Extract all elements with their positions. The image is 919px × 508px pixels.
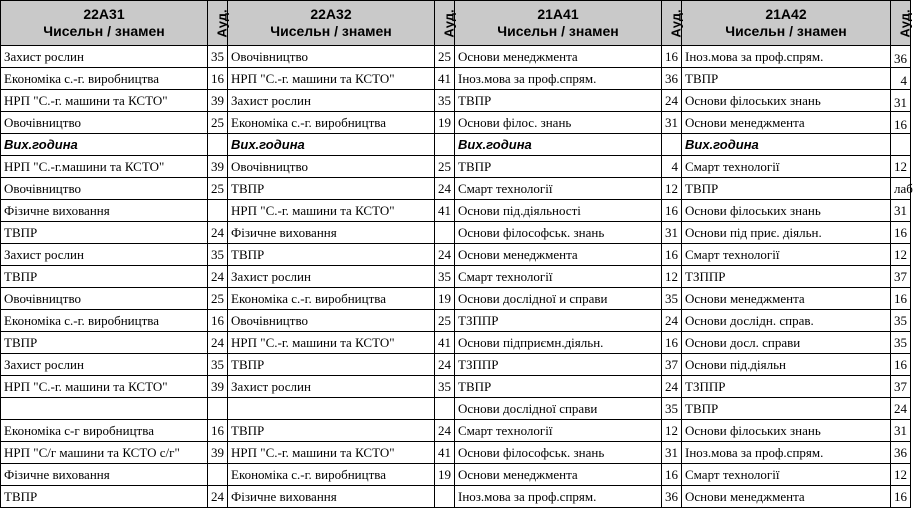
subject-cell: Захист рослин xyxy=(1,354,208,376)
room-cell: 31 xyxy=(662,442,682,464)
subject-cell: Овочівництво xyxy=(1,178,208,200)
lesson-row xyxy=(1,46,911,68)
room-cell: лаб xyxy=(891,178,911,200)
header-row xyxy=(1,1,911,46)
lesson-row xyxy=(1,112,911,134)
room-cell: 39 xyxy=(208,442,228,464)
subject-cell: ТВПР xyxy=(228,178,435,200)
subject-cell: ТВПР xyxy=(228,354,435,376)
subject-cell: Захист рослин xyxy=(1,244,208,266)
room-cell: 37 xyxy=(662,354,682,376)
subject-cell: Смарт технології xyxy=(455,420,662,442)
room-cell: 4 xyxy=(662,156,682,178)
subject-cell: Економіка с-г виробництва xyxy=(1,420,208,442)
room-cell: 31 xyxy=(662,112,682,134)
room-cell: 24 xyxy=(435,244,455,266)
room-cell: 12 xyxy=(662,420,682,442)
subject-cell: Фізичне виховання xyxy=(1,464,208,486)
subject-cell: Смарт технології xyxy=(682,464,891,486)
subject-cell: Основи дослідної и справи xyxy=(455,288,662,310)
subject-cell: Смарт технології xyxy=(455,266,662,288)
subject-cell: ТВПР xyxy=(1,486,208,508)
subject-cell: Основи дослідної справи xyxy=(455,398,662,420)
group-week-label: Чисельн / знамен xyxy=(43,23,165,39)
subject-cell: ТВПР xyxy=(682,68,891,90)
subject-cell: ТВПР xyxy=(682,398,891,420)
subject-cell: Фізичне виховання xyxy=(228,486,435,508)
subject-cell: Захист рослин xyxy=(228,90,435,112)
subject-cell: ТЗППР xyxy=(682,266,891,288)
subject-cell: Овочівництво xyxy=(1,112,208,134)
subject-cell: Фізичне виховання xyxy=(228,222,435,244)
room-cell: 16 xyxy=(662,46,682,68)
subject-cell: Овочівництво xyxy=(228,46,435,68)
room-cell: 16 xyxy=(662,200,682,222)
subject-cell: ТВПР xyxy=(455,376,662,398)
subject-cell: Основи дослідн. справ. xyxy=(682,310,891,332)
room-cell: 24 xyxy=(208,222,228,244)
subject-cell: Основи під приє. діяльн. xyxy=(682,222,891,244)
subject-cell: НРП "С.-г.машини та КСТО" xyxy=(1,156,208,178)
lesson-row xyxy=(1,398,911,420)
subject-cell: Основи менеджмента xyxy=(682,112,891,134)
room-cell: 16 xyxy=(208,68,228,90)
subject-cell: НРП "С.-г. машини та КСТО" xyxy=(228,200,435,222)
group-week-label: Чисельн / знамен xyxy=(497,23,619,39)
room-cell: 16 xyxy=(208,420,228,442)
subject-cell: НРП "С.-г. машини та КСТО" xyxy=(1,376,208,398)
room-cell: 24 xyxy=(435,354,455,376)
subject-cell xyxy=(1,398,208,420)
subject-cell: ТЗППР xyxy=(455,354,662,376)
room-cell xyxy=(891,134,911,156)
class-hour-row xyxy=(1,134,911,156)
subject-cell: ТЗППР xyxy=(682,376,891,398)
room-cell: 24 xyxy=(435,178,455,200)
room-cell: 41 xyxy=(435,200,455,222)
lesson-row xyxy=(1,376,911,398)
subject-cell: Основи підприємн.діяльн. xyxy=(455,332,662,354)
subject-cell: ТВПР xyxy=(1,266,208,288)
lesson-row xyxy=(1,354,911,376)
room-cell: 24 xyxy=(435,420,455,442)
subject-cell: Вих.година xyxy=(682,134,891,156)
room-cell xyxy=(208,398,228,420)
subject-cell: Захист рослин xyxy=(228,376,435,398)
room-cell: 19 xyxy=(435,288,455,310)
subject-cell: Основи філоських знань xyxy=(682,200,891,222)
lesson-row xyxy=(1,332,911,354)
room-cell: 24 xyxy=(662,90,682,112)
room-cell: 24 xyxy=(208,332,228,354)
subject-cell: Основи досл. справи xyxy=(682,332,891,354)
room-cell: 35 xyxy=(891,332,911,354)
subject-cell: Економіка с.-г. виробництва xyxy=(1,310,208,332)
room-cell xyxy=(208,200,228,222)
room-cell xyxy=(435,134,455,156)
room-cell: 25 xyxy=(435,156,455,178)
room-cell: 35 xyxy=(208,244,228,266)
lesson-row xyxy=(1,244,911,266)
room-cell: 41 xyxy=(435,442,455,464)
subject-cell: Смарт технології xyxy=(682,156,891,178)
group-code: 21А41 xyxy=(537,6,579,22)
room-cell: 16 xyxy=(891,112,911,134)
room-cell: 36 xyxy=(662,68,682,90)
room-cell xyxy=(435,486,455,508)
subject-cell: ТЗППР xyxy=(455,310,662,332)
subject-cell: Основи менеджмента xyxy=(682,288,891,310)
room-cell: 36 xyxy=(662,486,682,508)
room-cell: 19 xyxy=(435,464,455,486)
subject-cell: Овочівництво xyxy=(228,156,435,178)
subject-cell: Вих.година xyxy=(1,134,208,156)
room-cell: 35 xyxy=(435,266,455,288)
room-cell: 16 xyxy=(208,310,228,332)
room-cell: 25 xyxy=(435,46,455,68)
lesson-row xyxy=(1,156,911,178)
subject-cell: Основи менеджмента xyxy=(455,244,662,266)
lesson-row xyxy=(1,310,911,332)
room-cell: 24 xyxy=(208,266,228,288)
room-cell: 41 xyxy=(435,68,455,90)
subject-cell: НРП "С/г машини та КСТО с/г" xyxy=(1,442,208,464)
room-cell: 25 xyxy=(208,178,228,200)
group-header xyxy=(682,1,891,46)
room-cell: 35 xyxy=(662,288,682,310)
group-code: 22А31 xyxy=(83,6,125,22)
group-code: 21А42 xyxy=(765,6,807,22)
room-cell: 24 xyxy=(891,398,911,420)
subject-cell: Економіка с.-г. виробництва xyxy=(228,288,435,310)
room-cell: 24 xyxy=(662,376,682,398)
subject-cell: Вих.година xyxy=(455,134,662,156)
room-cell: 4 xyxy=(891,68,911,90)
lesson-row xyxy=(1,420,911,442)
room-cell: 36 xyxy=(891,46,911,68)
subject-cell: Вих.година xyxy=(228,134,435,156)
group-code: 22А32 xyxy=(310,6,352,22)
subject-cell: Смарт технології xyxy=(682,244,891,266)
room-cell: 16 xyxy=(662,332,682,354)
subject-cell: НРП "С.-г. машини та КСТО" xyxy=(228,442,435,464)
room-header-label: Ауд. xyxy=(668,8,684,38)
lesson-row xyxy=(1,486,911,508)
group-header xyxy=(228,1,435,46)
room-cell: 12 xyxy=(891,156,911,178)
room-cell xyxy=(435,398,455,420)
room-cell: 36 xyxy=(891,442,911,464)
room-cell: 37 xyxy=(891,376,911,398)
room-cell: 35 xyxy=(208,354,228,376)
subject-cell: Захист рослин xyxy=(1,46,208,68)
room-header xyxy=(435,1,455,46)
subject-cell: Економіка с.-г. виробництва xyxy=(228,112,435,134)
room-cell: 19 xyxy=(435,112,455,134)
room-cell: 35 xyxy=(891,310,911,332)
group-week-label: Чисельн / знамен xyxy=(725,23,847,39)
room-cell: 16 xyxy=(662,244,682,266)
subject-cell: Основи менеджмента xyxy=(455,46,662,68)
room-header xyxy=(662,1,682,46)
room-cell: 25 xyxy=(208,288,228,310)
room-cell: 12 xyxy=(891,244,911,266)
subject-cell: Економіка с.-г. виробництва xyxy=(1,68,208,90)
group-header xyxy=(1,1,208,46)
subject-cell: ТВПР xyxy=(455,90,662,112)
room-header-label: Ауд. xyxy=(214,8,230,38)
schedule-body xyxy=(1,46,911,508)
subject-cell: Основи філософськ. знань xyxy=(455,442,662,464)
subject-cell: Фізичне виховання xyxy=(1,200,208,222)
subject-cell: ТВПР xyxy=(682,178,891,200)
subject-cell: ТВПР xyxy=(455,156,662,178)
subject-cell: Основи менеджмента xyxy=(682,486,891,508)
room-cell: 12 xyxy=(662,266,682,288)
subject-cell: Овочівництво xyxy=(228,310,435,332)
subject-cell: ТВПР xyxy=(228,244,435,266)
subject-cell: Основи філоських знань xyxy=(682,420,891,442)
room-header-label: Ауд. xyxy=(441,8,457,38)
subject-cell: Іноз.мова за проф.спрям. xyxy=(682,46,891,68)
room-cell: 39 xyxy=(208,156,228,178)
room-cell: 16 xyxy=(662,464,682,486)
room-cell: 31 xyxy=(891,420,911,442)
subject-cell: ТВПР xyxy=(228,420,435,442)
lesson-row xyxy=(1,288,911,310)
room-cell: 39 xyxy=(208,376,228,398)
lesson-row xyxy=(1,266,911,288)
subject-cell: ТВПР xyxy=(1,222,208,244)
room-cell: 31 xyxy=(891,90,911,112)
room-cell: 35 xyxy=(208,46,228,68)
room-cell: 24 xyxy=(662,310,682,332)
lesson-row xyxy=(1,90,911,112)
group-header xyxy=(455,1,662,46)
room-cell xyxy=(208,464,228,486)
subject-cell: НРП "С.-г. машини та КСТО" xyxy=(228,68,435,90)
room-cell: 35 xyxy=(435,376,455,398)
room-cell: 24 xyxy=(208,486,228,508)
room-cell: 31 xyxy=(891,200,911,222)
room-header xyxy=(208,1,228,46)
room-cell xyxy=(435,222,455,244)
subject-cell: Основи під.діяльн xyxy=(682,354,891,376)
room-cell: 35 xyxy=(662,398,682,420)
room-header-label: Ауд. xyxy=(897,8,913,38)
room-cell: 25 xyxy=(435,310,455,332)
subject-cell: ТВПР xyxy=(1,332,208,354)
room-cell: 16 xyxy=(891,288,911,310)
subject-cell: Основи філоських знань xyxy=(682,90,891,112)
subject-cell: Іноз.мова за проф.спрям. xyxy=(455,68,662,90)
room-cell: 31 xyxy=(662,222,682,244)
room-cell: 16 xyxy=(891,354,911,376)
lesson-row xyxy=(1,442,911,464)
group-week-label: Чисельн / знамен xyxy=(270,23,392,39)
subject-cell: Овочівництво xyxy=(1,288,208,310)
room-cell: 39 xyxy=(208,90,228,112)
subject-cell: Основи філос. знань xyxy=(455,112,662,134)
subject-cell: Іноз.мова за проф.спрям. xyxy=(455,486,662,508)
lesson-row xyxy=(1,178,911,200)
subject-cell: Смарт технології xyxy=(455,178,662,200)
room-cell: 16 xyxy=(891,222,911,244)
room-cell: 41 xyxy=(435,332,455,354)
subject-cell: Економіка с.-г. виробництва xyxy=(228,464,435,486)
subject-cell xyxy=(228,398,435,420)
subject-cell: НРП "С.-г. машини та КСТО" xyxy=(1,90,208,112)
subject-cell: Захист рослин xyxy=(228,266,435,288)
room-cell: 35 xyxy=(435,90,455,112)
lesson-row xyxy=(1,200,911,222)
subject-cell: Іноз.мова за проф.спрям. xyxy=(682,442,891,464)
room-cell: 37 xyxy=(891,266,911,288)
room-cell: 25 xyxy=(208,112,228,134)
room-cell: 12 xyxy=(891,464,911,486)
room-cell: 12 xyxy=(662,178,682,200)
subject-cell: НРП "С.-г. машини та КСТО" xyxy=(228,332,435,354)
room-cell: 16 xyxy=(891,486,911,508)
subject-cell: Основи філософськ. знань xyxy=(455,222,662,244)
room-header xyxy=(891,1,911,46)
lesson-row xyxy=(1,68,911,90)
lesson-row xyxy=(1,222,911,244)
subject-cell: Основи під.діяльності xyxy=(455,200,662,222)
lesson-row xyxy=(1,464,911,486)
room-cell xyxy=(662,134,682,156)
subject-cell: Основи менеджмента xyxy=(455,464,662,486)
room-cell xyxy=(208,134,228,156)
